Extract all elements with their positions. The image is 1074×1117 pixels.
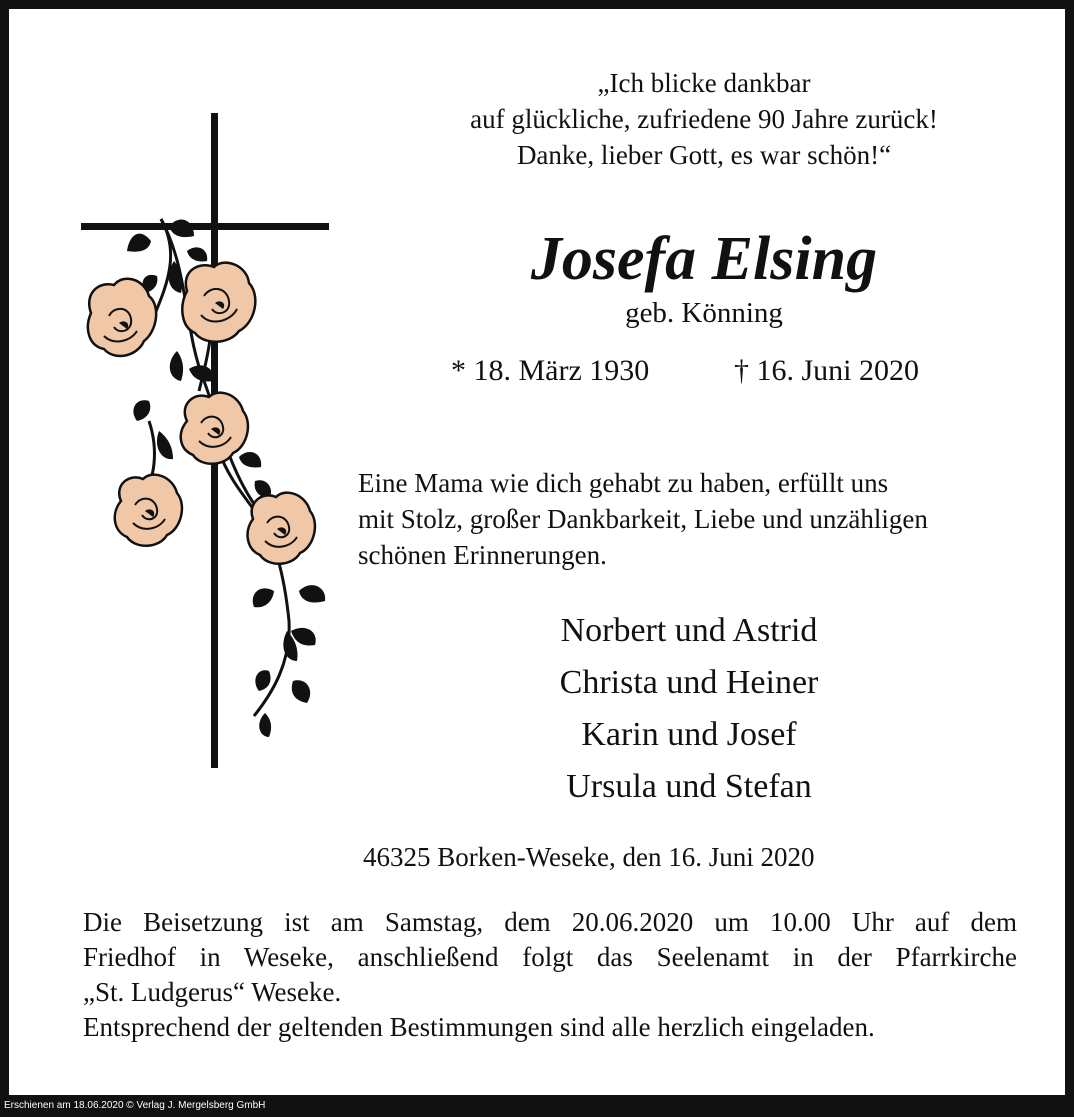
tribute-line: schönen Erinnerungen. xyxy=(358,540,607,570)
funeral-info xyxy=(83,905,1017,1045)
family-member: Christa und Heiner xyxy=(559,664,819,701)
death-date: † 16. Juni 2020 xyxy=(734,354,920,387)
cross-with-roses-icon xyxy=(69,101,369,771)
deceased-name: Josefa Elsing xyxy=(530,225,878,293)
leaf-icon xyxy=(127,234,151,252)
quote-line: Danke, lieber Gott, es war schön!“ xyxy=(516,140,892,170)
quote-line: „Ich blicke dankbar xyxy=(597,68,811,98)
funeral-line: Die Beisetzung ist am Samstag, dem 20.06.2020 um 10.00 Uhr auf dem xyxy=(83,907,1017,937)
family-member: Karin und Josef xyxy=(581,716,797,753)
place-date: 46325 Borken-Weseke, den 16. Juni 2020 xyxy=(363,842,815,872)
family-member: Norbert und Astrid xyxy=(560,612,818,649)
funeral-line: „St. Ludgerus“ Weseke. xyxy=(83,977,342,1007)
tribute-line: mit Stolz, großer Dankbarkeit, Liebe und unzähligen xyxy=(358,504,928,534)
quote-line: auf glückliche, zufriedene 90 Jahre zurück! xyxy=(470,104,938,134)
funeral-line: Friedhof in Weseke, anschließend folgt das Seelenamt in der Pfarrkirche xyxy=(83,942,1017,972)
obituary-notice xyxy=(9,9,1065,1095)
birth-date: * 18. März 1930 xyxy=(451,354,650,387)
quote xyxy=(389,65,1019,173)
publication-footer: Erschienen am 18.06.2020 © Verlag J. Mergelsberg GmbH xyxy=(4,1100,266,1111)
tribute-text xyxy=(358,465,1038,573)
family-list xyxy=(389,605,989,813)
rose-icon xyxy=(88,263,315,564)
maiden-name: geb. Könning xyxy=(625,297,783,329)
tribute-line: Eine Mama wie dich gehabt zu haben, erfüllt uns xyxy=(358,468,889,498)
family-member: Ursula und Stefan xyxy=(566,768,812,805)
funeral-line: Entsprechend der geltenden Bestimmungen sind alle herzlich eingeladen. xyxy=(83,1012,875,1042)
